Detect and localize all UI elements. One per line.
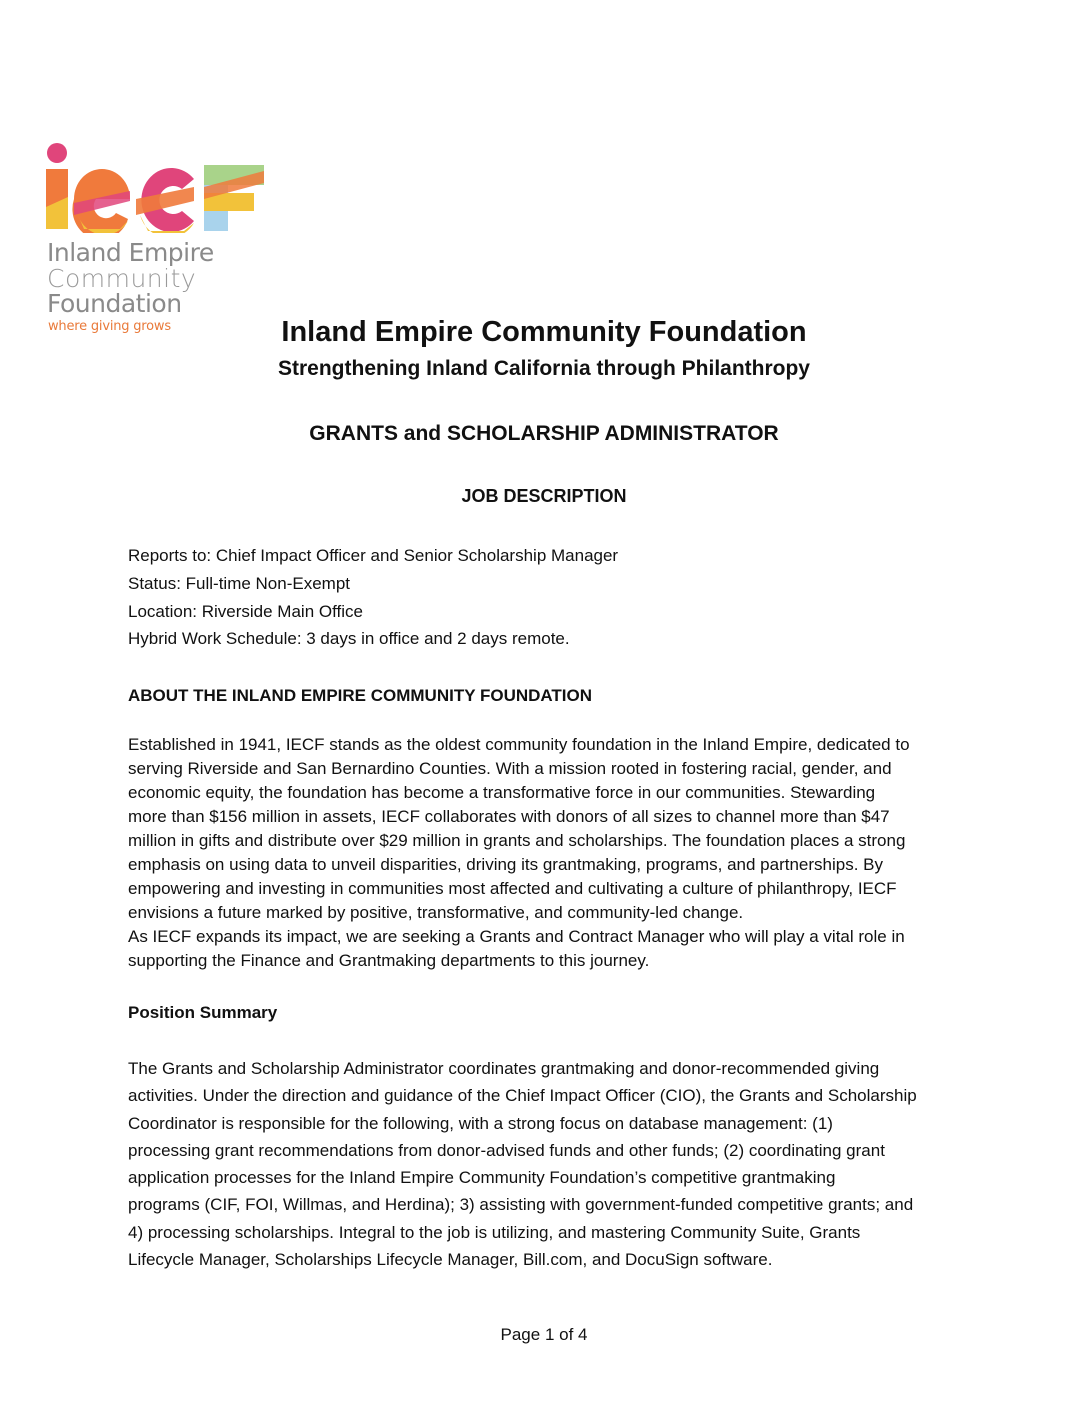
- summary-line: The Grants and Scholarship Administrator coordinates grantmaking and donor-recommended giving: [128, 1059, 880, 1078]
- iecf-logo-mark: [44, 143, 266, 233]
- about-line: supporting the Finance and Grantmaking departments to this journey.: [128, 951, 650, 970]
- detail-location: Location: Riverside Main Office: [128, 602, 363, 621]
- summary-line: programs (CIF, FOI, Willmas, and Herdina); 3) assisting with government-funded competitive grants; and: [128, 1195, 914, 1215]
- logo-i-dot: [47, 143, 67, 163]
- detail-status: Status: Full-time Non-Exempt: [128, 574, 351, 593]
- org-title: Inland Empire Community Foundation: [281, 316, 807, 348]
- about-line: serving Riverside and San Bernardino Counties. With a mission rooted in fostering racial, gender, and: [128, 759, 892, 778]
- about-heading: ABOUT THE INLAND EMPIRE COMMUNITY FOUNDATION: [128, 686, 593, 705]
- summary-line: processing grant recommendations from donor-advised funds and other funds; (2) coordinating grant: [128, 1140, 885, 1160]
- summary-line: Coordinator is responsible for the following, with a strong focus on database management: (1): [128, 1113, 833, 1133]
- logo-tagline: where giving grows: [48, 319, 171, 334]
- iecf-logo: [44, 143, 266, 339]
- summary-heading: Position Summary: [128, 1003, 278, 1022]
- page-number: Page 1 of 4: [500, 1325, 588, 1344]
- about-line: million in gifts and distribute over $29 million in grants and scholarships. The foundation places a strong: [128, 831, 906, 850]
- summary-line: application processes for the Inland Empire Community Foundation’s competitive grantmaking: [128, 1168, 836, 1188]
- summary-line: activities. Under the direction and guidance of the Chief Impact Officer (CIO), the Grants and Scholarship: [128, 1086, 917, 1106]
- about-paragraph: [128, 733, 968, 973]
- about-line: envisions a future marked by positive, transformative, and community-led change.: [128, 903, 744, 922]
- logo-name-line-1: Inland Empire: [47, 238, 214, 267]
- about-line: As IECF expands its impact, we are seeking a Grants and Contract Manager who will play a vital role in: [128, 927, 905, 946]
- logo-name-line-3: Foundation: [47, 289, 182, 318]
- about-line: economic equity, the foundation has become a transformative force in our communities. Stewarding: [128, 783, 876, 802]
- about-line: emphasis on using data to unveil disparities, driving its grantmaking, programs, and partnerships. By: [128, 855, 883, 874]
- org-subtitle: Strengthening Inland California through Philanthropy: [278, 357, 810, 380]
- detail-schedule: Hybrid Work Schedule: 3 days in office and 2 days remote.: [128, 629, 570, 648]
- summary-paragraph: [128, 1055, 968, 1273]
- about-line: Established in 1941, IECF stands as the oldest community foundation in the Inland Empire, dedicated to: [128, 735, 910, 754]
- summary-line: 4) processing scholarships. Integral to the job is utilizing, and mastering Community Suite, Grants: [128, 1222, 861, 1242]
- about-line: more than $156 million in assets, IECF collaborates with donors of all sizes to channel more than $47: [128, 807, 890, 826]
- logo-name-line-2: Community: [47, 264, 197, 293]
- summary-line: Lifecycle Manager, Scholarships Lifecycle Manager, Bill.com, and DocuSign software.: [128, 1250, 773, 1270]
- about-line: empowering and investing in communities most affected and cultivating a culture of philanthropy, IECF: [128, 879, 897, 898]
- doc-type-heading: JOB DESCRIPTION: [461, 486, 627, 506]
- job-title: GRANTS and SCHOLARSHIP ADMINISTRATOR: [309, 422, 779, 445]
- detail-reports-to: Reports to: Chief Impact Officer and Senior Scholarship Manager: [128, 546, 619, 565]
